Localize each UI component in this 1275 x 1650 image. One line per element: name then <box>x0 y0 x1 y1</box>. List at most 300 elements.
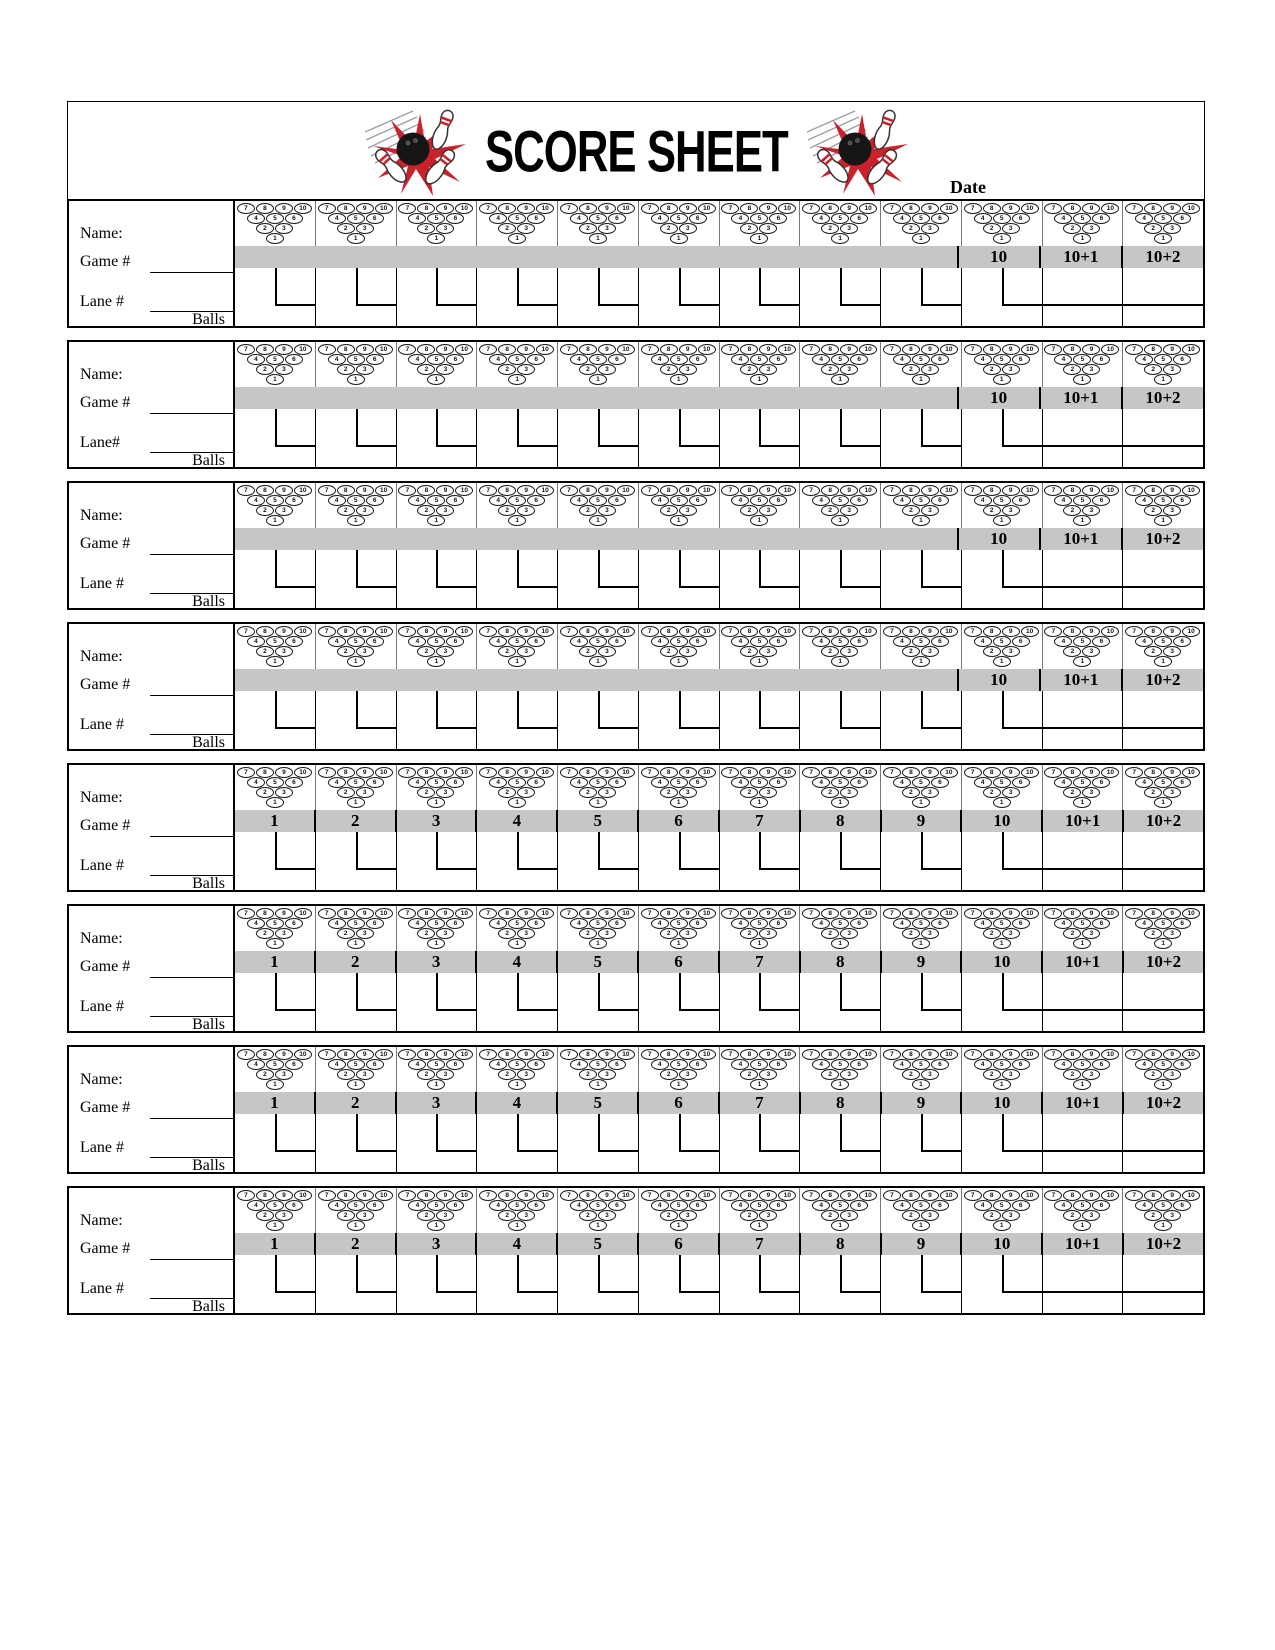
pin-10[interactable]: 10 <box>1182 1049 1200 1060</box>
pin-8[interactable]: 8 <box>1063 1049 1081 1060</box>
pin-10[interactable]: 10 <box>1182 1190 1200 1201</box>
pin-4[interactable]: 4 <box>974 1200 992 1211</box>
pin-10[interactable]: 10 <box>375 485 393 496</box>
pin-8[interactable]: 8 <box>1063 908 1081 919</box>
pin-3[interactable]: 3 <box>1163 364 1181 375</box>
pin-9[interactable]: 9 <box>436 344 454 355</box>
pin-1[interactable]: 1 <box>831 1220 849 1231</box>
pin-7[interactable]: 7 <box>398 203 416 214</box>
pin-1[interactable]: 1 <box>427 374 445 385</box>
frame-score-cell[interactable] <box>315 550 396 608</box>
pin-3[interactable]: 3 <box>1002 646 1020 657</box>
pin-5[interactable]: 5 <box>508 777 526 788</box>
pin-3[interactable]: 3 <box>1082 787 1100 798</box>
pin-10[interactable]: 10 <box>1021 908 1039 919</box>
pin-6[interactable]: 6 <box>285 636 303 647</box>
pin-5[interactable]: 5 <box>347 1200 365 1211</box>
pin-5[interactable]: 5 <box>750 777 768 788</box>
pin-5[interactable]: 5 <box>912 1200 930 1211</box>
pin-8[interactable]: 8 <box>821 767 839 778</box>
pin-7[interactable]: 7 <box>641 485 659 496</box>
pin-10[interactable]: 10 <box>1021 1190 1039 1201</box>
frame-score-cell[interactable] <box>638 832 719 890</box>
pin-3[interactable]: 3 <box>840 646 858 657</box>
pin-3[interactable]: 3 <box>598 928 616 939</box>
pin-6[interactable]: 6 <box>769 354 787 365</box>
pin-4[interactable]: 4 <box>893 1200 911 1211</box>
pin-5[interactable]: 5 <box>993 1200 1011 1211</box>
pin-8[interactable]: 8 <box>337 344 355 355</box>
pin-6[interactable]: 6 <box>931 495 949 506</box>
pin-5[interactable]: 5 <box>589 495 607 506</box>
pin-5[interactable]: 5 <box>427 495 445 506</box>
frame-score-cell[interactable] <box>638 691 719 749</box>
pin-7[interactable]: 7 <box>560 485 578 496</box>
pin-3[interactable]: 3 <box>921 223 939 234</box>
pin-6[interactable]: 6 <box>850 918 868 929</box>
ball-score-box[interactable] <box>759 1114 799 1152</box>
pin-2[interactable]: 2 <box>902 1210 920 1221</box>
pin-8[interactable]: 8 <box>256 1049 274 1060</box>
pin-6[interactable]: 6 <box>608 777 626 788</box>
ball-score-box[interactable] <box>598 832 638 870</box>
frame-score-cell[interactable] <box>961 832 1042 890</box>
pin-8[interactable]: 8 <box>902 908 920 919</box>
pin-4[interactable]: 4 <box>974 777 992 788</box>
pin-4[interactable]: 4 <box>812 1059 830 1070</box>
pin-1[interactable]: 1 <box>266 515 284 526</box>
pin-2[interactable]: 2 <box>1063 505 1081 516</box>
pin-5[interactable]: 5 <box>670 354 688 365</box>
pin-7[interactable]: 7 <box>398 344 416 355</box>
pin-8[interactable]: 8 <box>1063 344 1081 355</box>
pin-6[interactable]: 6 <box>931 777 949 788</box>
pin-2[interactable]: 2 <box>498 505 516 516</box>
pin-5[interactable]: 5 <box>670 777 688 788</box>
pin-5[interactable]: 5 <box>508 1059 526 1070</box>
pin-1[interactable]: 1 <box>670 1079 688 1090</box>
pin-1[interactable]: 1 <box>589 233 607 244</box>
pin-4[interactable]: 4 <box>489 495 507 506</box>
frame-score-cell[interactable] <box>315 832 396 890</box>
pin-4[interactable]: 4 <box>974 1059 992 1070</box>
frame-score-cell[interactable] <box>719 1255 800 1313</box>
pin-5[interactable]: 5 <box>1073 495 1091 506</box>
pin-6[interactable]: 6 <box>285 495 303 506</box>
pin-10[interactable]: 10 <box>375 203 393 214</box>
pin-4[interactable]: 4 <box>570 777 588 788</box>
pin-8[interactable]: 8 <box>337 1190 355 1201</box>
pin-4[interactable]: 4 <box>1135 213 1153 224</box>
pin-5[interactable]: 5 <box>427 213 445 224</box>
pin-5[interactable]: 5 <box>912 918 930 929</box>
pin-7[interactable]: 7 <box>721 344 739 355</box>
pin-4[interactable]: 4 <box>328 213 346 224</box>
pin-4[interactable]: 4 <box>974 918 992 929</box>
pin-3[interactable]: 3 <box>275 928 293 939</box>
pin-7[interactable]: 7 <box>802 767 820 778</box>
pin-9[interactable]: 9 <box>921 344 939 355</box>
pin-5[interactable]: 5 <box>427 636 445 647</box>
pin-2[interactable]: 2 <box>821 928 839 939</box>
bonus-score-divider[interactable] <box>1043 1114 1123 1152</box>
pin-7[interactable]: 7 <box>1044 1190 1062 1201</box>
pin-1[interactable]: 1 <box>1154 374 1172 385</box>
bonus-score-divider[interactable] <box>1043 691 1123 729</box>
pin-2[interactable]: 2 <box>821 1210 839 1221</box>
frame-score-cell[interactable] <box>233 550 315 608</box>
pin-5[interactable]: 5 <box>589 636 607 647</box>
pin-2[interactable]: 2 <box>821 787 839 798</box>
pin-10[interactable]: 10 <box>940 626 958 637</box>
pin-4[interactable]: 4 <box>408 495 426 506</box>
pin-3[interactable]: 3 <box>356 505 374 516</box>
pin-2[interactable]: 2 <box>1144 223 1162 234</box>
pin-10[interactable]: 10 <box>536 344 554 355</box>
pin-3[interactable]: 3 <box>436 1069 454 1080</box>
pin-1[interactable]: 1 <box>912 1079 930 1090</box>
pin-1[interactable]: 1 <box>1073 797 1091 808</box>
pin-7[interactable]: 7 <box>560 1190 578 1201</box>
pin-10[interactable]: 10 <box>698 626 716 637</box>
pin-5[interactable]: 5 <box>750 1059 768 1070</box>
pin-8[interactable]: 8 <box>579 767 597 778</box>
pin-10[interactable]: 10 <box>940 767 958 778</box>
pin-6[interactable]: 6 <box>446 354 464 365</box>
pin-7[interactable]: 7 <box>1125 1190 1143 1201</box>
pin-7[interactable]: 7 <box>964 203 982 214</box>
ball-score-box[interactable] <box>517 1114 557 1152</box>
pin-8[interactable]: 8 <box>1144 767 1162 778</box>
pin-5[interactable]: 5 <box>266 1059 284 1070</box>
pin-1[interactable]: 1 <box>1154 797 1172 808</box>
pin-3[interactable]: 3 <box>436 928 454 939</box>
pin-4[interactable]: 4 <box>812 213 830 224</box>
pin-2[interactable]: 2 <box>498 928 516 939</box>
pin-6[interactable]: 6 <box>769 495 787 506</box>
pin-10[interactable]: 10 <box>294 626 312 637</box>
ball-score-box[interactable] <box>759 691 799 729</box>
pin-9[interactable]: 9 <box>436 1049 454 1060</box>
pin-10[interactable]: 10 <box>455 1190 473 1201</box>
pin-5[interactable]: 5 <box>831 636 849 647</box>
pin-5[interactable]: 5 <box>831 213 849 224</box>
pin-2[interactable]: 2 <box>1063 1210 1081 1221</box>
pin-6[interactable]: 6 <box>1012 636 1030 647</box>
pin-4[interactable]: 4 <box>328 777 346 788</box>
pin-5[interactable]: 5 <box>1154 918 1172 929</box>
pin-9[interactable]: 9 <box>1002 485 1020 496</box>
pin-1[interactable]: 1 <box>993 938 1011 949</box>
ball-score-box[interactable] <box>517 550 557 588</box>
pin-3[interactable]: 3 <box>1163 1210 1181 1221</box>
pin-2[interactable]: 2 <box>256 1210 274 1221</box>
pin-7[interactable]: 7 <box>398 1049 416 1060</box>
pin-7[interactable]: 7 <box>802 344 820 355</box>
pin-6[interactable]: 6 <box>689 636 707 647</box>
pin-2[interactable]: 2 <box>579 646 597 657</box>
pin-6[interactable]: 6 <box>446 1200 464 1211</box>
pin-6[interactable]: 6 <box>1173 918 1191 929</box>
pin-10[interactable]: 10 <box>455 203 473 214</box>
pin-2[interactable]: 2 <box>256 1069 274 1080</box>
pin-6[interactable]: 6 <box>1173 1200 1191 1211</box>
pin-8[interactable]: 8 <box>498 344 516 355</box>
ball-score-box[interactable] <box>759 409 799 447</box>
frame-score-cell[interactable] <box>557 268 638 326</box>
frame-score-cell[interactable] <box>1122 973 1203 1031</box>
pin-1[interactable]: 1 <box>266 374 284 385</box>
pin-5[interactable]: 5 <box>993 918 1011 929</box>
pin-2[interactable]: 2 <box>256 364 274 375</box>
pin-1[interactable]: 1 <box>266 233 284 244</box>
pin-9[interactable]: 9 <box>517 344 535 355</box>
pin-2[interactable]: 2 <box>1063 646 1081 657</box>
pin-4[interactable]: 4 <box>893 636 911 647</box>
pin-10[interactable]: 10 <box>698 1190 716 1201</box>
pin-6[interactable]: 6 <box>608 354 626 365</box>
pin-6[interactable]: 6 <box>366 1200 384 1211</box>
pin-9[interactable]: 9 <box>1163 1049 1181 1060</box>
bonus-score-divider[interactable] <box>1123 268 1203 306</box>
pin-3[interactable]: 3 <box>1002 1069 1020 1080</box>
ball-score-box[interactable] <box>436 691 476 729</box>
pin-9[interactable]: 9 <box>921 767 939 778</box>
ball-score-box[interactable] <box>840 409 880 447</box>
pin-8[interactable]: 8 <box>337 908 355 919</box>
pin-6[interactable]: 6 <box>366 636 384 647</box>
pin-1[interactable]: 1 <box>266 938 284 949</box>
frame-score-cell[interactable] <box>233 832 315 890</box>
pin-4[interactable]: 4 <box>893 1059 911 1070</box>
pin-9[interactable]: 9 <box>275 1190 293 1201</box>
pin-10[interactable]: 10 <box>375 908 393 919</box>
ball-score-box[interactable] <box>356 550 396 588</box>
bonus-score-divider[interactable] <box>1043 268 1123 306</box>
pin-9[interactable]: 9 <box>598 1049 616 1060</box>
pin-2[interactable]: 2 <box>660 1069 678 1080</box>
frame-score-cell[interactable] <box>557 691 638 749</box>
pin-7[interactable]: 7 <box>479 203 497 214</box>
pin-6[interactable]: 6 <box>1092 777 1110 788</box>
pin-3[interactable]: 3 <box>356 364 374 375</box>
pin-4[interactable]: 4 <box>1054 777 1072 788</box>
pin-9[interactable]: 9 <box>840 203 858 214</box>
ball-score-box[interactable] <box>436 550 476 588</box>
pin-3[interactable]: 3 <box>598 787 616 798</box>
pin-6[interactable]: 6 <box>769 1059 787 1070</box>
pin-8[interactable]: 8 <box>579 1049 597 1060</box>
pin-10[interactable]: 10 <box>859 626 877 637</box>
pin-1[interactable]: 1 <box>750 515 768 526</box>
frame-score-cell[interactable] <box>315 1114 396 1172</box>
pin-3[interactable]: 3 <box>517 223 535 234</box>
pin-5[interactable]: 5 <box>670 213 688 224</box>
pin-9[interactable]: 9 <box>436 1190 454 1201</box>
pin-1[interactable]: 1 <box>750 374 768 385</box>
pin-2[interactable]: 2 <box>983 223 1001 234</box>
pin-2[interactable]: 2 <box>660 787 678 798</box>
pin-4[interactable]: 4 <box>328 1200 346 1211</box>
pin-8[interactable]: 8 <box>660 767 678 778</box>
pin-4[interactable]: 4 <box>893 354 911 365</box>
pin-9[interactable]: 9 <box>356 1049 374 1060</box>
pin-8[interactable]: 8 <box>498 1190 516 1201</box>
pin-4[interactable]: 4 <box>731 213 749 224</box>
pin-1[interactable]: 1 <box>508 797 526 808</box>
bonus-score-divider[interactable] <box>1123 409 1203 447</box>
pin-7[interactable]: 7 <box>237 767 255 778</box>
pin-2[interactable]: 2 <box>256 787 274 798</box>
pin-2[interactable]: 2 <box>498 364 516 375</box>
pin-5[interactable]: 5 <box>266 636 284 647</box>
pin-6[interactable]: 6 <box>1092 918 1110 929</box>
pin-5[interactable]: 5 <box>508 354 526 365</box>
pin-10[interactable]: 10 <box>698 1049 716 1060</box>
pin-8[interactable]: 8 <box>1063 485 1081 496</box>
pin-6[interactable]: 6 <box>1173 213 1191 224</box>
pin-7[interactable]: 7 <box>1125 344 1143 355</box>
ball-score-box[interactable] <box>1002 973 1042 1011</box>
pin-7[interactable]: 7 <box>883 626 901 637</box>
pin-7[interactable]: 7 <box>560 908 578 919</box>
pin-3[interactable]: 3 <box>679 1069 697 1080</box>
pin-9[interactable]: 9 <box>759 767 777 778</box>
pin-10[interactable]: 10 <box>778 767 796 778</box>
pin-3[interactable]: 3 <box>1002 928 1020 939</box>
pin-10[interactable]: 10 <box>294 344 312 355</box>
pin-6[interactable]: 6 <box>285 213 303 224</box>
pin-2[interactable]: 2 <box>1144 1069 1162 1080</box>
pin-1[interactable]: 1 <box>589 515 607 526</box>
pin-6[interactable]: 6 <box>608 495 626 506</box>
pin-1[interactable]: 1 <box>670 656 688 667</box>
pin-1[interactable]: 1 <box>589 1220 607 1231</box>
pin-1[interactable]: 1 <box>993 1220 1011 1231</box>
ball-score-box[interactable] <box>598 550 638 588</box>
pin-9[interactable]: 9 <box>275 908 293 919</box>
pin-6[interactable]: 6 <box>931 636 949 647</box>
bonus-score-divider[interactable] <box>1043 973 1123 1011</box>
pin-7[interactable]: 7 <box>1044 908 1062 919</box>
pin-1[interactable]: 1 <box>1073 1220 1091 1231</box>
pin-3[interactable]: 3 <box>436 505 454 516</box>
frame-score-cell[interactable] <box>557 1255 638 1313</box>
pin-7[interactable]: 7 <box>1125 485 1143 496</box>
pin-5[interactable]: 5 <box>1073 213 1091 224</box>
pin-7[interactable]: 7 <box>1125 626 1143 637</box>
frame-score-cell[interactable] <box>880 973 961 1031</box>
pin-2[interactable]: 2 <box>821 1069 839 1080</box>
ball-score-box[interactable] <box>1002 1114 1042 1152</box>
pin-8[interactable]: 8 <box>498 203 516 214</box>
pin-1[interactable]: 1 <box>670 1220 688 1231</box>
ball-score-box[interactable] <box>517 691 557 729</box>
pin-9[interactable]: 9 <box>679 485 697 496</box>
pin-7[interactable]: 7 <box>1125 203 1143 214</box>
pin-10[interactable]: 10 <box>1101 626 1119 637</box>
bonus-score-divider[interactable] <box>1043 1255 1123 1293</box>
pin-8[interactable]: 8 <box>983 485 1001 496</box>
pin-2[interactable]: 2 <box>579 364 597 375</box>
pin-9[interactable]: 9 <box>1002 767 1020 778</box>
pin-1[interactable]: 1 <box>347 1220 365 1231</box>
frame-score-cell[interactable] <box>233 268 315 326</box>
pin-8[interactable]: 8 <box>740 908 758 919</box>
pin-7[interactable]: 7 <box>237 344 255 355</box>
pin-4[interactable]: 4 <box>974 354 992 365</box>
ball-score-box[interactable] <box>679 973 719 1011</box>
pin-9[interactable]: 9 <box>598 344 616 355</box>
bonus-score-divider[interactable] <box>1123 973 1203 1011</box>
pin-10[interactable]: 10 <box>778 203 796 214</box>
pin-4[interactable]: 4 <box>570 354 588 365</box>
pin-9[interactable]: 9 <box>275 203 293 214</box>
frame-score-cell[interactable] <box>799 550 880 608</box>
pin-6[interactable]: 6 <box>366 1059 384 1070</box>
pin-3[interactable]: 3 <box>840 364 858 375</box>
pin-2[interactable]: 2 <box>902 364 920 375</box>
pin-5[interactable]: 5 <box>912 213 930 224</box>
pin-8[interactable]: 8 <box>740 767 758 778</box>
frame-score-cell[interactable] <box>476 691 557 749</box>
pin-4[interactable]: 4 <box>731 354 749 365</box>
pin-3[interactable]: 3 <box>598 1069 616 1080</box>
pin-6[interactable]: 6 <box>285 1059 303 1070</box>
pin-5[interactable]: 5 <box>347 354 365 365</box>
pin-10[interactable]: 10 <box>1101 344 1119 355</box>
pin-6[interactable]: 6 <box>285 1200 303 1211</box>
pin-6[interactable]: 6 <box>446 213 464 224</box>
pin-7[interactable]: 7 <box>883 1190 901 1201</box>
pin-9[interactable]: 9 <box>1163 203 1181 214</box>
pin-4[interactable]: 4 <box>651 213 669 224</box>
pin-2[interactable]: 2 <box>1144 364 1162 375</box>
frame-score-cell[interactable] <box>1042 268 1123 326</box>
pin-5[interactable]: 5 <box>1154 1200 1172 1211</box>
pin-10[interactable]: 10 <box>455 485 473 496</box>
pin-10[interactable]: 10 <box>859 767 877 778</box>
ball-score-box[interactable] <box>275 409 315 447</box>
pin-2[interactable]: 2 <box>1063 928 1081 939</box>
frame-score-cell[interactable] <box>961 1114 1042 1172</box>
pin-9[interactable]: 9 <box>679 1190 697 1201</box>
pin-6[interactable]: 6 <box>285 777 303 788</box>
pin-9[interactable]: 9 <box>436 485 454 496</box>
pin-3[interactable]: 3 <box>275 505 293 516</box>
bonus-score-divider[interactable] <box>1123 550 1203 588</box>
ball-score-box[interactable] <box>921 1114 961 1152</box>
pin-5[interactable]: 5 <box>508 1200 526 1211</box>
pin-7[interactable]: 7 <box>1044 1049 1062 1060</box>
pin-9[interactable]: 9 <box>275 1049 293 1060</box>
pin-10[interactable]: 10 <box>617 1190 635 1201</box>
pin-2[interactable]: 2 <box>1144 646 1162 657</box>
pin-6[interactable]: 6 <box>850 1059 868 1070</box>
ball-score-box[interactable] <box>436 1255 476 1293</box>
pin-1[interactable]: 1 <box>831 233 849 244</box>
pin-2[interactable]: 2 <box>902 1069 920 1080</box>
pin-9[interactable]: 9 <box>275 344 293 355</box>
pin-1[interactable]: 1 <box>427 656 445 667</box>
pin-8[interactable]: 8 <box>417 767 435 778</box>
frame-score-cell[interactable] <box>961 1255 1042 1313</box>
ball-score-box[interactable] <box>436 268 476 306</box>
pin-5[interactable]: 5 <box>912 636 930 647</box>
ball-score-box[interactable] <box>598 268 638 306</box>
game-number-line[interactable] <box>150 836 233 837</box>
ball-score-box[interactable] <box>840 832 880 870</box>
